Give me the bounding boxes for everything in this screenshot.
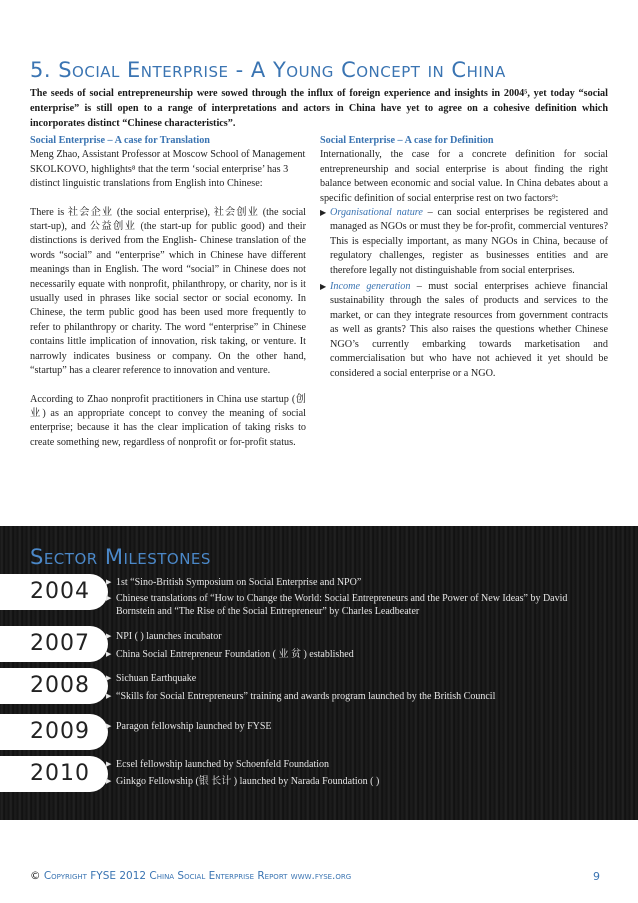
triangle-bullet-icon: ▶ xyxy=(106,691,112,700)
year-label: 2010 xyxy=(30,761,90,786)
copyright-symbol: © xyxy=(30,870,41,882)
milestone-item: ▶ 1st “Sino-British Symposium on Social Enterprise and NPO” xyxy=(106,577,362,588)
milestone-items xyxy=(106,720,606,736)
left-column xyxy=(30,134,306,464)
milestone-item: ▶ Paragon fellowship launched by FYSE xyxy=(106,721,272,732)
year-label: 2008 xyxy=(30,673,90,698)
year-label: 2007 xyxy=(30,631,90,656)
left-column-title: Social Enterprise – A case for Translation xyxy=(30,135,210,146)
triangle-bullet-icon: ▶ xyxy=(106,722,112,730)
milestone-items xyxy=(106,576,606,621)
milestones-title: Sector Milestones xyxy=(30,545,211,569)
year-label: 2004 xyxy=(30,579,90,604)
year-badge xyxy=(0,756,108,792)
triangle-bullet-icon: ▶ xyxy=(320,208,327,218)
milestone-items xyxy=(106,630,606,663)
footer-text: Copyright FYSE 2012 China Social Enterprise Report www.fyse.org xyxy=(43,870,352,882)
triangle-bullet-icon: ▶ xyxy=(106,578,112,586)
milestone-item: ▶ NPI ( ) launches incubator xyxy=(106,631,222,642)
milestone-item: ▶ Chinese translations of “How to Change the World: Social Entrepreneurs and the Power of New Ideas” by David Bornstein and “The Rise of the Social Entrepreneur” by Charles Leadbeater xyxy=(106,592,568,617)
footer xyxy=(30,870,608,882)
bullet-label: Income generation xyxy=(330,281,411,293)
year-badge xyxy=(0,714,108,750)
triangle-bullet-icon: ▶ xyxy=(106,593,112,602)
right-column-title: Social Enterprise – A case for Definition xyxy=(320,135,494,146)
bullet-label: Organisational nature xyxy=(330,207,423,219)
left-paragraph-2: There is 社会企业 (the social enterprise), 社会创业 (the social start-up), and 公益创业 (the start-up for public good) and their distinctions is derived from the English- Chinese translation of the words “social” and “enterprise” which in Chinese have different meanings than in English. The word “social” in Chinese does not necessarily equate with nonprofit, philanthropy, or charity, nor is it usually used in phrases like social sector or social economy. In Chinese, the term public good has been used more frequently to refer to philanthropy or charity. The word “enterprise” in Chinese contains little implication of innovation, risk taking, or venture. It narrowly indicates business or company. On the other hand, “startup” has a clearer reference to innovation and venture. xyxy=(30,206,306,377)
milestone-item: ▶ Ginkgo Fellowship (银 长计 ) launched by Narada Foundation ( ) xyxy=(106,775,380,787)
milestone-items xyxy=(106,672,606,705)
section-heading: 5. Social Enterprise - A Young Concept in China xyxy=(30,58,506,82)
milestone-item: ▶ Ecsel fellowship launched by Schoenfeld Foundation xyxy=(106,759,330,770)
milestone-item: ▶ China Social Entrepreneur Foundation ( 业 贫 ) established xyxy=(106,648,354,660)
bullet-income-generation xyxy=(320,280,608,381)
triangle-bullet-icon: ▶ xyxy=(106,632,112,640)
triangle-bullet-icon: ▶ xyxy=(106,760,112,768)
triangle-bullet-icon: ▶ xyxy=(106,776,112,785)
right-paragraph-1: Internationally, the case for a concrete definition for social entrepreneurship and social enterprise is about finding the right balance between economic and social value. In China debates about a specific definition of social enterprise rest on two factors⁹: xyxy=(320,149,608,204)
milestone-item: ▶ “Skills for Social Entrepreneurs” training and awards program launched by the British Council xyxy=(106,690,496,702)
milestone-item: ▶ Sichuan Earthquake xyxy=(106,673,197,684)
right-column xyxy=(320,134,608,383)
triangle-bullet-icon: ▶ xyxy=(106,649,112,658)
milestone-items xyxy=(106,758,606,790)
year-badge xyxy=(0,626,108,662)
triangle-bullet-icon: ▶ xyxy=(320,282,327,292)
bullet-text: – can social enterprises be registered and managed as NGOs or must they be for-profit, commercial ventures? This is especially important, as many NGOs in China, because of regulatory challenges, register as businesses entities and are therefore legally not distinguishable from social enterprises. xyxy=(330,207,608,276)
bullet-organisational-nature xyxy=(320,206,608,278)
year-label: 2009 xyxy=(30,719,90,744)
intro-paragraph: The seeds of social entrepreneurship were sowed through the influx of foreign experience and insights in 2004⁵, yet today “social enterprise” is still open to a range of interpretations and actors in China have yet to agree on a cohesive definition which incorporates distinct “Chinese characteristics”. xyxy=(30,88,608,129)
year-badge xyxy=(0,668,108,704)
left-paragraph-3: According to Zhao nonprofit practitioners in China use startup (创业) as an appropriate concept to convey the meaning of social enterprise; because it has the clear implication of taking risks to create something new, regardless of nonprofit or for-profit status. xyxy=(30,393,306,448)
left-paragraph-1: Meng Zhao, Assistant Professor at Moscow School of Management SKOLKOVO, highlights⁸ that the term ‘social enterprise’ has 3 distinct linguistic translations from English into Chinese: xyxy=(30,149,306,190)
page-number: 9 xyxy=(593,870,600,883)
year-badge xyxy=(0,574,108,610)
triangle-bullet-icon: ▶ xyxy=(106,674,112,682)
bullet-text: – must social enterprises achieve financial sustainability through the sales of products and services to the market, or can they integrate resources from government contracts as well as grants? This also raises the questions whether Chinese NGO’s currently embarking towards marketisation and commercialisation but who have not achieved it yet should be considered a social enterprise or a NGO. xyxy=(330,281,608,379)
